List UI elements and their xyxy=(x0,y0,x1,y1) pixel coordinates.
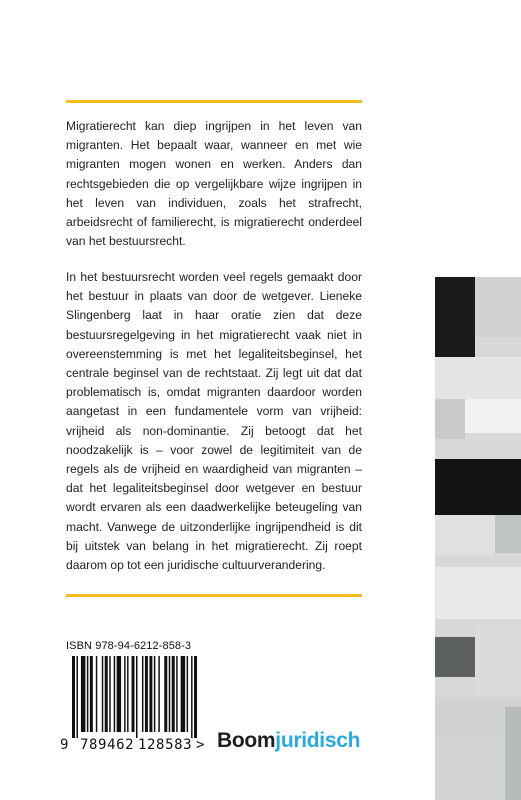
barcode-bar xyxy=(164,656,167,732)
back-cover-paragraph-2: In het bestuursrecht worden veel regels gemaakt door het bestuur in plaats van door de wetgever. Lieneke Slingenberg laat in haar oratie zien dat deze bestuursregelgeving in het migratierecht vaak niet in overeenstemming is met het legaliteitsbeginsel, het centrale beginsel van de rechtstaat. Zij legt uit dat dat problematisch is, omdat migranten daardoor worden aangetast in een fundamentele vorm van vrijheid: vrijheid als non-dominantie. Zij betoogt dat het noodzakelijk is – voor zowel de legitimiteit van de regels als de vrijheid en waardigheid van migranten – dat het legaliteitsbeginsel door wetgever en bestuur wordt ervaren als een daadwerkelijke beteugeling van macht. Vanwege de uitzonderlijke ingrijpendheid is dit bij uitstek van belang in het migratierecht. Zij roept daarom op tot een juridische cultuurverandering. xyxy=(66,270,362,573)
publisher-logo-part-2: juridisch xyxy=(275,729,361,752)
barcode-arrow: > xyxy=(196,737,205,753)
barcode-bar xyxy=(81,656,85,732)
barcode-digits-left: 789462 xyxy=(80,737,135,753)
barcode-bar xyxy=(109,656,110,732)
back-cover-paragraph-1: Migratierecht kan diep ingrijpen in het leven van migranten. Het bepaalt waar, wanneer en met wie migranten mogen wonen en werken. Anders dan rechtsgebieden die op vergelijkbare wijze ingrijpen in het leven van individuen, zoals het strafrecht, arbeidsrecht of familierecht, is migratierecht onderdeel van het bestuursrecht. xyxy=(66,119,362,249)
barcode-bar xyxy=(117,656,121,732)
barcode-bar xyxy=(158,656,159,732)
barcode-bar xyxy=(181,656,185,732)
barcode-bar xyxy=(169,656,170,732)
barcode-bar xyxy=(136,656,137,738)
barcode-bar xyxy=(191,656,192,738)
barcode-image xyxy=(72,656,200,738)
bottom-accent-rule xyxy=(66,594,362,597)
barcode-bar xyxy=(114,656,115,732)
publisher-logo-part-1: Boom xyxy=(217,729,276,752)
barcode-bar xyxy=(142,656,143,732)
barcode-bar xyxy=(187,656,188,732)
barcode-bar xyxy=(102,656,103,732)
barcode-bar xyxy=(96,656,97,732)
barcode-bar xyxy=(105,656,108,732)
barcode-digits-right: 128583 xyxy=(138,737,193,753)
barcode-bar xyxy=(194,656,197,738)
barcode-bar xyxy=(72,656,75,738)
barcode-bar xyxy=(145,656,148,732)
barcode-digit-first: 9 xyxy=(60,737,69,753)
barcode-bar xyxy=(176,656,177,732)
barcode-bar xyxy=(124,656,125,732)
barcode-bar xyxy=(90,656,93,732)
barcode-bar xyxy=(76,656,77,738)
barcode-bar xyxy=(87,656,88,732)
barcode-bar xyxy=(127,656,128,732)
isbn-label: ISBN 978-94-6212-858-3 xyxy=(66,640,192,652)
cover-photo-strip xyxy=(435,277,521,800)
publisher-logo xyxy=(217,729,360,753)
top-accent-rule xyxy=(66,100,362,103)
barcode-bar xyxy=(172,656,175,732)
cover-photo-image xyxy=(435,277,521,800)
barcode-bar xyxy=(154,656,155,732)
barcode-bar xyxy=(149,656,152,732)
barcode-bar xyxy=(132,656,135,732)
